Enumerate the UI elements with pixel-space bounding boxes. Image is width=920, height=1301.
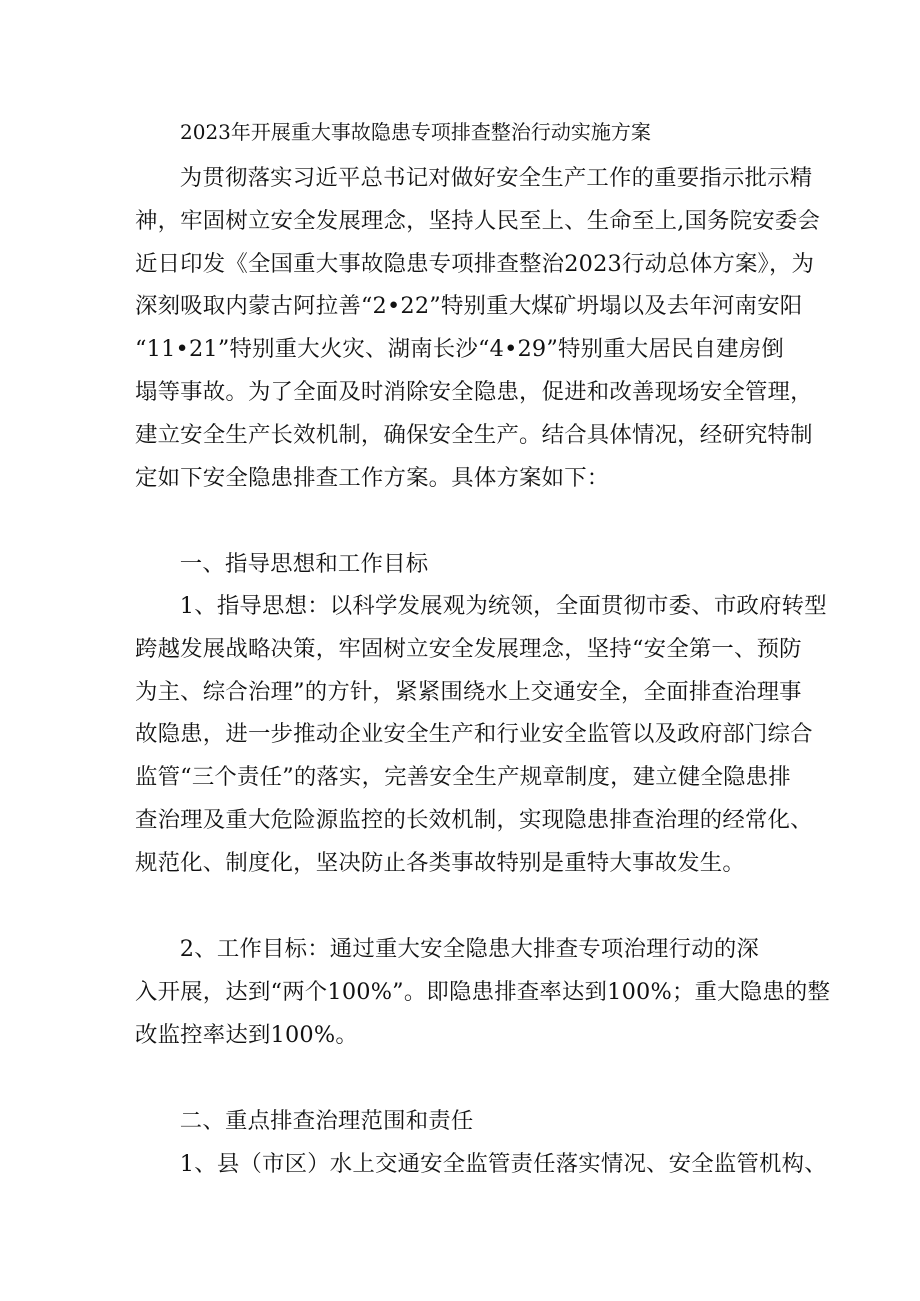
heading-text: 二、重点排查治理范围和责任: [179, 1108, 474, 1134]
text-line: 1、县（市区）水上交通安全监管责任落实情况、安全监管机构、: [179, 1151, 827, 1177]
section-heading-1: [135, 543, 815, 586]
text-line: “11•21”特别重大火灾、湖南长沙“4•29”特别重大居民自建房倒: [135, 336, 784, 363]
heading-text: 一、指导思想和工作目标: [179, 551, 429, 577]
text-line: 1、指导思想：以科学发展观为统领，全面贯彻市委、市政府转型: [179, 593, 827, 619]
text-line: 定如下安全隐患排查工作方案。具体方案如下：: [135, 464, 610, 491]
text-line: 2、工作目标：通过重大安全隐患大排查专项治理行动的深: [179, 936, 760, 962]
text-line: 塌等事故。为了全面及时消除安全隐患，促进和改善现场安全管理，: [135, 378, 813, 405]
text-line: 神，牢固树立安全发展理念，坚持人民至上、生命至上,国务院安委会: [135, 207, 821, 234]
guiding-thought-paragraph: [135, 585, 827, 885]
text-line: 监管“三个责任”的落实，完善安全生产规章制度，建立健全隐患排: [135, 764, 791, 791]
text-line: 为主、综合治理”的方针，紧紧围绕水上交通安全，全面排查治理事: [135, 678, 802, 705]
text-line: 查治理及重大危险源监控的长效机制，实现隐患排查治理的经常化、: [135, 806, 813, 833]
scope-paragraph: [135, 1143, 827, 1186]
section-heading-2: [135, 1100, 815, 1143]
intro-paragraph: [135, 157, 821, 499]
text-line: 故隐患，进一步推动企业安全生产和行业安全监管以及政府部门综合: [135, 721, 813, 748]
text-line: 深刻吸取内蒙古阿拉善“2•22”特别重大煤矿坍塌以及去年河南安阳: [135, 293, 803, 320]
work-goal-paragraph: [135, 928, 831, 1056]
text-line: 入开展，达到“两个100%”。即隐患排查率达到100%；重大隐患的整: [135, 978, 831, 1005]
text-line: 规范化、制度化，坚决防止各类事故特别是重特大事故发生。: [135, 849, 745, 876]
text-line: 为贯彻落实习近平总书记对做好安全生产工作的重要指示批示精: [179, 165, 813, 191]
text-line: 近日印发《全国重大事故隐患专项排查整治2023行动总体方案》，为: [135, 250, 815, 277]
text-line: 建立安全生产长效机制，确保安全生产。结合具体情况，经研究特制: [135, 421, 813, 448]
text-line: 跨越发展战略决策，牢固树立安全发展理念，坚持“安全第一、预防: [135, 635, 802, 662]
document-title: 2023年开展重大事故隐患专项排查整治行动实施方案: [180, 120, 651, 144]
text-line: 改监控率达到100%。: [135, 1021, 358, 1048]
